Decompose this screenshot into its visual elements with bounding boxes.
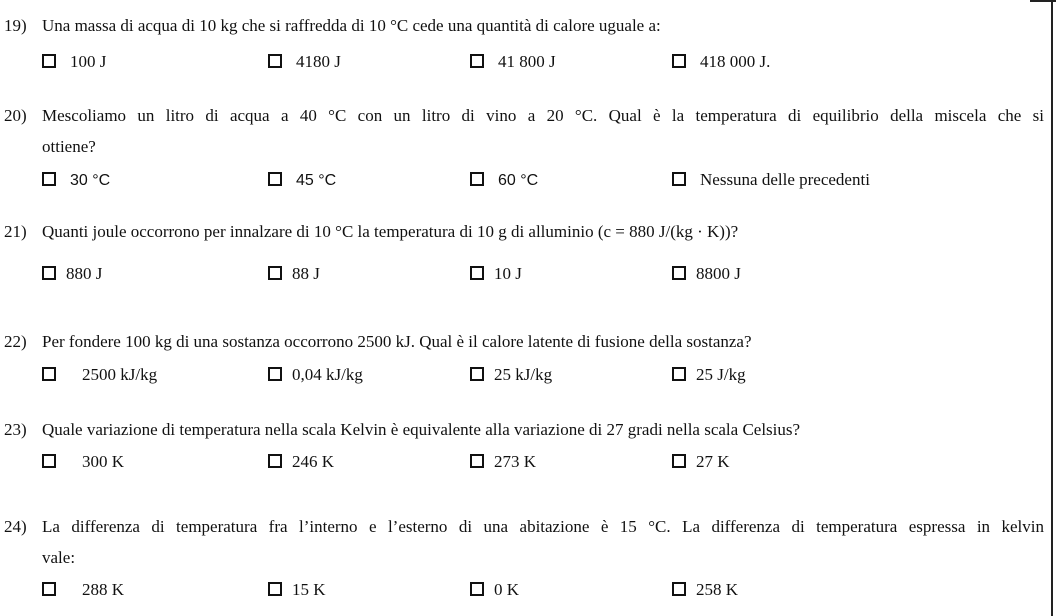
option-19-a[interactable] [42, 52, 106, 72]
option-label: 25 J/kg [696, 365, 746, 384]
option-21-a[interactable] [42, 264, 102, 284]
checkbox-icon[interactable] [268, 454, 282, 468]
question-23-text [4, 420, 800, 440]
option-label: 15 K [292, 580, 326, 599]
checkbox-icon[interactable] [42, 266, 56, 280]
question-19-text [4, 16, 661, 36]
option-label: 27 K [696, 452, 730, 471]
option-21-b[interactable] [268, 264, 320, 284]
option-label: 41 800 J [498, 52, 556, 71]
option-22-a[interactable] [42, 365, 157, 385]
checkbox-icon[interactable] [672, 266, 686, 280]
checkbox-icon[interactable] [470, 367, 484, 381]
option-20-d[interactable] [672, 170, 870, 190]
checkbox-icon[interactable] [470, 54, 484, 68]
option-label: 10 J [494, 264, 522, 283]
option-label: 0,04 kJ/kg [292, 365, 363, 384]
question-number: 22) [4, 332, 27, 351]
option-label: 8800 J [696, 264, 741, 283]
option-19-b[interactable] [268, 52, 341, 72]
option-22-b[interactable] [268, 365, 363, 385]
question-number: 24) [4, 517, 27, 536]
question-prompt: Una massa di acqua di 10 kg che si raffredda di 10 °C cede una quantità di calore uguale a: [42, 16, 661, 35]
option-label: 300 K [82, 452, 125, 471]
option-label: 100 J [70, 52, 107, 71]
checkbox-icon[interactable] [42, 454, 56, 468]
checkbox-icon[interactable] [672, 172, 686, 186]
option-label: 45 °C [296, 172, 337, 189]
option-label: 60 °C [498, 172, 539, 189]
option-label: 88 J [292, 264, 320, 283]
checkbox-icon[interactable] [42, 172, 56, 186]
checkbox-icon[interactable] [672, 582, 686, 596]
option-label: 258 K [696, 580, 739, 599]
option-23-a[interactable] [42, 452, 124, 472]
checkbox-icon[interactable] [672, 454, 686, 468]
page-edge-right [1051, 0, 1053, 616]
option-23-d[interactable] [672, 452, 730, 472]
option-20-b[interactable] [268, 170, 336, 191]
question-prompt: Quale variazione di temperatura nella scala Kelvin è equivalente alla variazione di 27 gradi nella scala Celsius? [42, 420, 801, 439]
option-label: 288 K [82, 580, 125, 599]
option-label: 30 °C [70, 172, 111, 189]
option-label: 246 K [292, 452, 335, 471]
option-20-a[interactable] [42, 170, 110, 191]
checkbox-icon[interactable] [470, 454, 484, 468]
option-20-c[interactable] [470, 170, 538, 191]
option-label: 273 K [494, 452, 537, 471]
question-20-text [4, 106, 1044, 126]
option-label: 25 kJ/kg [494, 365, 553, 384]
checkbox-icon[interactable] [470, 582, 484, 596]
checkbox-icon[interactable] [268, 172, 282, 186]
question-24-continuation: vale: [42, 548, 76, 567]
option-22-c[interactable] [470, 365, 552, 385]
question-prompt: Per fondere 100 kg di una sostanza occorrono 2500 kJ. Qual è il calore latente di fusione della sostanza? [42, 332, 752, 351]
option-label: Nessuna delle precedenti [700, 170, 870, 189]
question-prompt: Quanti joule occorrono per innalzare di 10 °C la temperatura di 10 g di alluminio (c = 880 J/(kg · K))? [42, 222, 739, 241]
option-22-d[interactable] [672, 365, 746, 385]
question-number: 20) [4, 106, 27, 125]
checkbox-icon[interactable] [268, 367, 282, 381]
checkbox-icon[interactable] [42, 54, 56, 68]
option-23-b[interactable] [268, 452, 334, 472]
option-label: 4180 J [296, 52, 341, 71]
option-24-d[interactable] [672, 580, 738, 600]
option-label: 0 K [494, 580, 520, 599]
question-22-text [4, 332, 752, 352]
question-number: 19) [4, 16, 27, 35]
question-number: 23) [4, 420, 27, 439]
option-24-c[interactable] [470, 580, 519, 600]
option-24-a[interactable] [42, 580, 124, 600]
question-prompt: Mescoliamo un litro di acqua a 40 °C con un litro di vino a 20 °C. Qual è la temperatura di equilibrio della miscela che si [42, 106, 1044, 125]
question-21-text [4, 222, 738, 242]
option-24-b[interactable] [268, 580, 326, 600]
checkbox-icon[interactable] [268, 266, 282, 280]
checkbox-icon[interactable] [672, 367, 686, 381]
checkbox-icon[interactable] [268, 582, 282, 596]
option-23-c[interactable] [470, 452, 536, 472]
checkbox-icon[interactable] [42, 582, 56, 596]
question-prompt: La differenza di temperatura fra l’interno e l’esterno di una abitazione è 15 °C. La differenza di temperatura espressa in kelvin [42, 517, 1044, 536]
option-label: 2500 kJ/kg [82, 365, 158, 384]
option-label: 880 J [66, 264, 103, 283]
question-number: 21) [4, 222, 27, 241]
option-19-d[interactable] [672, 52, 770, 72]
option-19-c[interactable] [470, 52, 556, 72]
checkbox-icon[interactable] [42, 367, 56, 381]
checkbox-icon[interactable] [672, 54, 686, 68]
option-21-d[interactable] [672, 264, 741, 284]
checkbox-icon[interactable] [470, 266, 484, 280]
option-label: 418 000 J. [700, 52, 771, 71]
checkbox-icon[interactable] [268, 54, 282, 68]
option-21-c[interactable] [470, 264, 522, 284]
question-20-continuation: ottiene? [42, 137, 96, 156]
checkbox-icon[interactable] [470, 172, 484, 186]
question-24-text [4, 517, 1044, 537]
